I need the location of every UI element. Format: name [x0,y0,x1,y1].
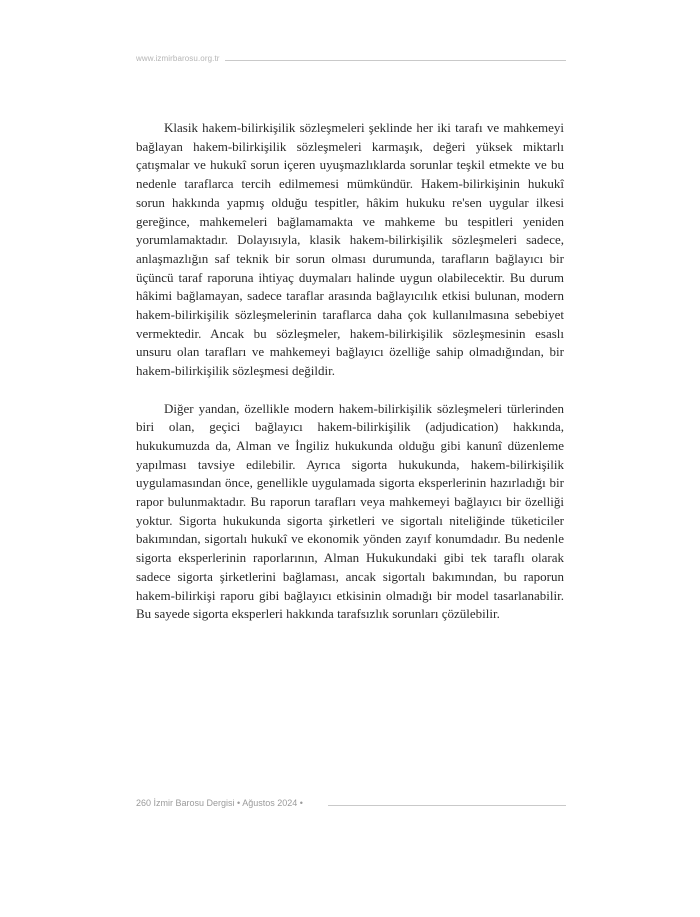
paragraph-1: Klasik hakem-bilirkişilik sözleşmeleri şeklinde her iki tarafı ve mahkemeyi bağlayan hakem-bilirkişilik sözleşmeleri karmaşık, değeri yüksek miktarlı çatışmalar ve hukukî sorun içeren uyuşmazlıklarda sorunlar teşkil etmekte ve bu nedenle taraflarca tercih edilmemesi mümkündür. Hakem-bilirkişinin hukukî sorun hakkında yapmış olduğu tespitler, hâkim hukuku re'sen uygular ilkesi gereğince, mahkemeleri bağlamamakta ve mahkeme bu tespitleri yeniden yorumlamaktadır. Dolayısıyla, klasik hakem-bilirkişilik sözleşmeleri sadece, anlaşmazlığın saf teknik bir sorun olması durumunda, tarafların bağlayıcı bir üçüncü taraf raporuna ihtiyaç duymaları halinde uygun olabilecektir. Bu durum hâkimi bağlamayan, sadece taraflar arasında bağlayıcılık etkisi bulunan, modern hakem-bilirkişilik sözleşmelerinin taraflarca daha çok kullanılmasına sebebiyet vermektedir. Ancak bu sözleşmeler, hakem-bilirkişilik sözleşmesinin esaslı unsuru olan tarafları ve mahkemeyi bağlayıcı özelliğe sahip olmadığından, bir hakem-bilirkişilik sözleşmesi değildir. [136,120,564,379]
header-url: www.izmirbarosu.org.tr [136,54,220,63]
footer-text: 260 İzmir Barosu Dergisi • Ağustos 2024 • [136,798,303,808]
page-header [136,54,566,66]
header-rule [225,60,566,61]
page-footer [136,798,566,812]
body-text [136,119,564,624]
paragraph-2: Diğer yandan, özellikle modern hakem-bilirkişilik sözleşmeleri türlerinden biri olan, geçici bağlayıcı hakem-bilirkişilik (adjudication) hakkında, hukukumuzda da, Alman ve İngiliz hukukunda olduğu gibi kanunî düzenleme yapılması tavsiye edilebilir. Ayrıca sigorta hukukunda, hakem-bilirkişilik uygulamasından önce, genellikle uygulamada sigorta eksperlerinin hazırladığı bir rapor bulunmaktadır. Bu raporun tarafları veya mahkemeyi bağlayıcı bir özelliği yoktur. Sigorta hukukunda sigorta şirketleri ve sigortalı niteliğinde tüketiciler bakımından, sigortalı hukukî ve ekonomik yönden zayıf konumdadır. Bu nedenle sigorta eksperlerinin raporlarının, Alman Hukukundaki gibi tek taraflı olarak sadece sigorta şirketlerini bağlaması, ancak sigortalı bakımından, bu raporun hakem-bilirkişi raporu gibi bağlayıcı etkisinin olmadığı bir model tasarlanabilir. Bu sayede sigorta eksperleri hakkında tarafsızlık sorunları çözülebilir. [136,400,564,622]
footer-rule [328,805,566,806]
